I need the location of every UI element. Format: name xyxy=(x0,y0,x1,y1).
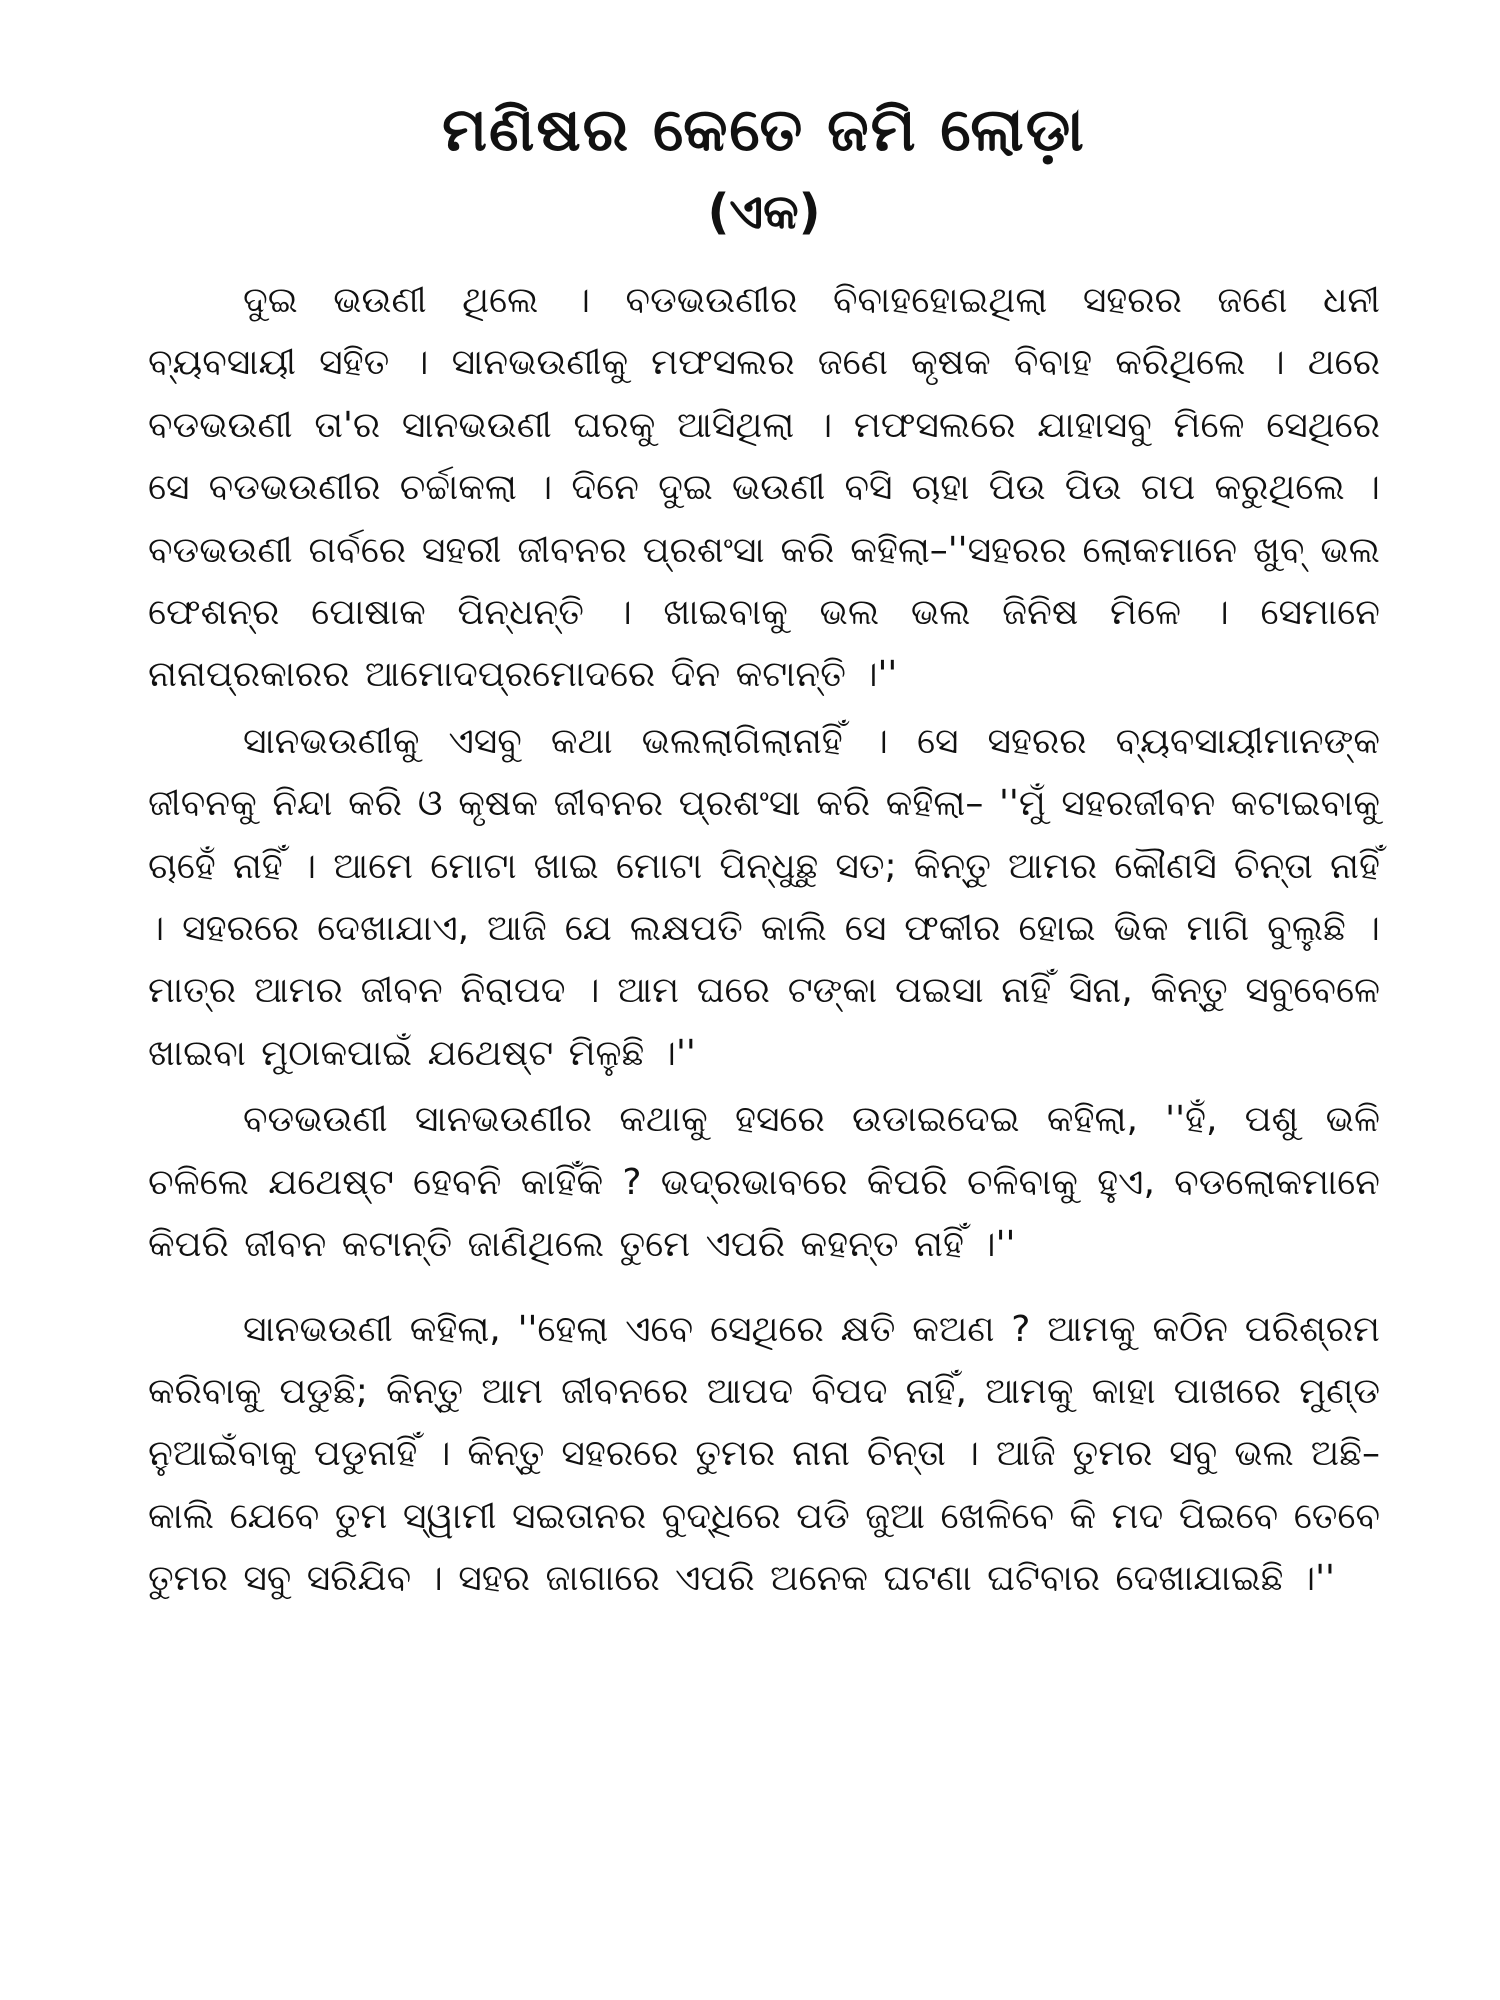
paragraph-1: ଦୁଇ ଭଉଣୀ ଥିଲେ । ବଡଭଉଣୀର ବିବାହହୋଇଥିଲା ସହରର ଜଣେ ଧନୀ ବ୍ୟବସାୟୀ ସହିତ । ସାନଭଉଣୀକୁ ମଫସଲର ଜଣେ କୃଷକ ବିବାହ କରିଥିଲେ । ଥରେ ବଡଭଉଣୀ ତା'ର ସାନଭଉଣୀ ଘରକୁ ଆସିଥିଲା । ମଫସଲରେ ଯାହାସବୁ ମିଳେ ସେଥିରେ ସେ ବଡଭଉଣୀର ଚର୍ଚ୍ଚାକଲା । ଦିନେ ଦୁଇ ଭଉଣୀ ବସି ଚାହା ପିଉ ପିଉ ଗପ କରୁଥିଲେ । ବଡଭଉଣୀ ଗର୍ବରେ ସହରୀ ଜୀବନର ପ୍ରଶଂସା କରି କହିଲା–''ସହରର ଲୋକମାନେ ଖୁବ୍ ଭଲ ଫେଶନ୍‌ର ପୋଷାକ ପିନ୍ଧନ୍ତି । ଖାଇବାକୁ ଭଲ ଭଲ ଜିନିଷ ମିଳେ । ସେମାନେ ନାନାପ୍ରକାରର ଆମୋଦପ୍ରମୋଦରେ ଦିନ କଟାନ୍ତି ।'' xyxy=(148,280,1380,696)
paragraph-2: ସାନଭଉଣୀକୁ ଏସବୁ କଥା ଭଲଲାଗିଲାନାହିଁ । ସେ ସହରର ବ୍ୟବସାୟୀମାନଙ୍କ ଜୀବନକୁ ନିନ୍ଦା କରି ଓ କୃଷକ ଜୀବନର ପ୍ରଶଂସା କରି କହିଲା– ''ମୁଁ ସହରଜୀବନ କଟାଇବାକୁ ଚାହେଁ ନାହିଁ । ଆମେ ମୋଟା ଖାଇ ମୋଟା ପିନ୍ଧୁଛୁ ସତ; କିନ୍ତୁ ଆମର କୌଣସି ଚିନ୍ତା ନାହିଁ । ସହରରେ ଦେଖାଯାଏ, ଆଜି ଯେ ଲକ୍ଷପତି କାଲି ସେ ଫକୀର ହୋଇ ଭିକ ମାଗି ବୁଲୁଛି । ମାତ୍ର ଆମର ଜୀବନ ନିରାପଦ । ଆମ ଘରେ ଟଙ୍କା ପଇସା ନାହିଁ ସିନା, କିନ୍ତୁ ସବୁବେଳେ ଖାଇବା ମୁଠାକପାଇଁ ଯଥେଷ୍ଟ ମିଳୁଛି ।'' xyxy=(148,720,1380,1074)
story-title: ମଣିଷର କେତେ ଜମି ଲୋଡ଼ା xyxy=(442,95,1086,165)
paragraph-4: ସାନଭଉଣୀ କହିଲା, ''ହେଲା ଏବେ ସେଥିରେ କ୍ଷତି କଅଣ ? ଆମକୁ କଠିନ ପରିଶ୍ରମ କରିବାକୁ ପଡୁଛି; କିନ୍ତୁ ଆମ ଜୀବନରେ ଆପଦ ବିପଦ ନାହିଁ, ଆମକୁ କାହା ପାଖରେ ମୁଣ୍ଡ ନୁଆଇଁବାକୁ ପଡୁନାହିଁ । କିନ୍ତୁ ସହରରେ ତୁମର ନାନା ଚିନ୍ତା । ଆଜି ତୁମର ସବୁ ଭଲ ଅଛି–କାଲି ଯେବେ ତୁମ ସ୍ୱାମୀ ସଇତାନର ବୁଦ୍ଧିରେ ପଡି ଜୁଆ ଖେଳିବେ କି ମଦ ପିଇବେ ତେବେ ତୁମର ସବୁ ସରିଯିବ । ସହର ଜାଗାରେ ଏପରି ଅନେକ ଘଟଣା ଘଟିବାର ଦେଖାଯାଇଛି ।'' xyxy=(148,1308,1380,1600)
chapter-number: (ଏକ) xyxy=(707,184,821,240)
paragraph-3: ବଡଭଉଣୀ ସାନଭଉଣୀର କଥାକୁ ହସରେ ଉଡାଇଦେଇ କହିଲା, ''ହଁ, ପଶୁ ଭଳି ଚଳିଲେ ଯଥେଷ୍ଟ ହେବନି କାହିଁକି ? ଭଦ୍ରଭାବରେ କିପରି ଚଳିବାକୁ ହୁଏ, ବଡଲୋକମାନେ କିପରି ଜୀବନ କଟାନ୍ତି ଜାଣିଥିଲେ ତୁମେ ଏପରି କହନ୍ତ ନାହିଁ ।'' xyxy=(148,1099,1380,1266)
